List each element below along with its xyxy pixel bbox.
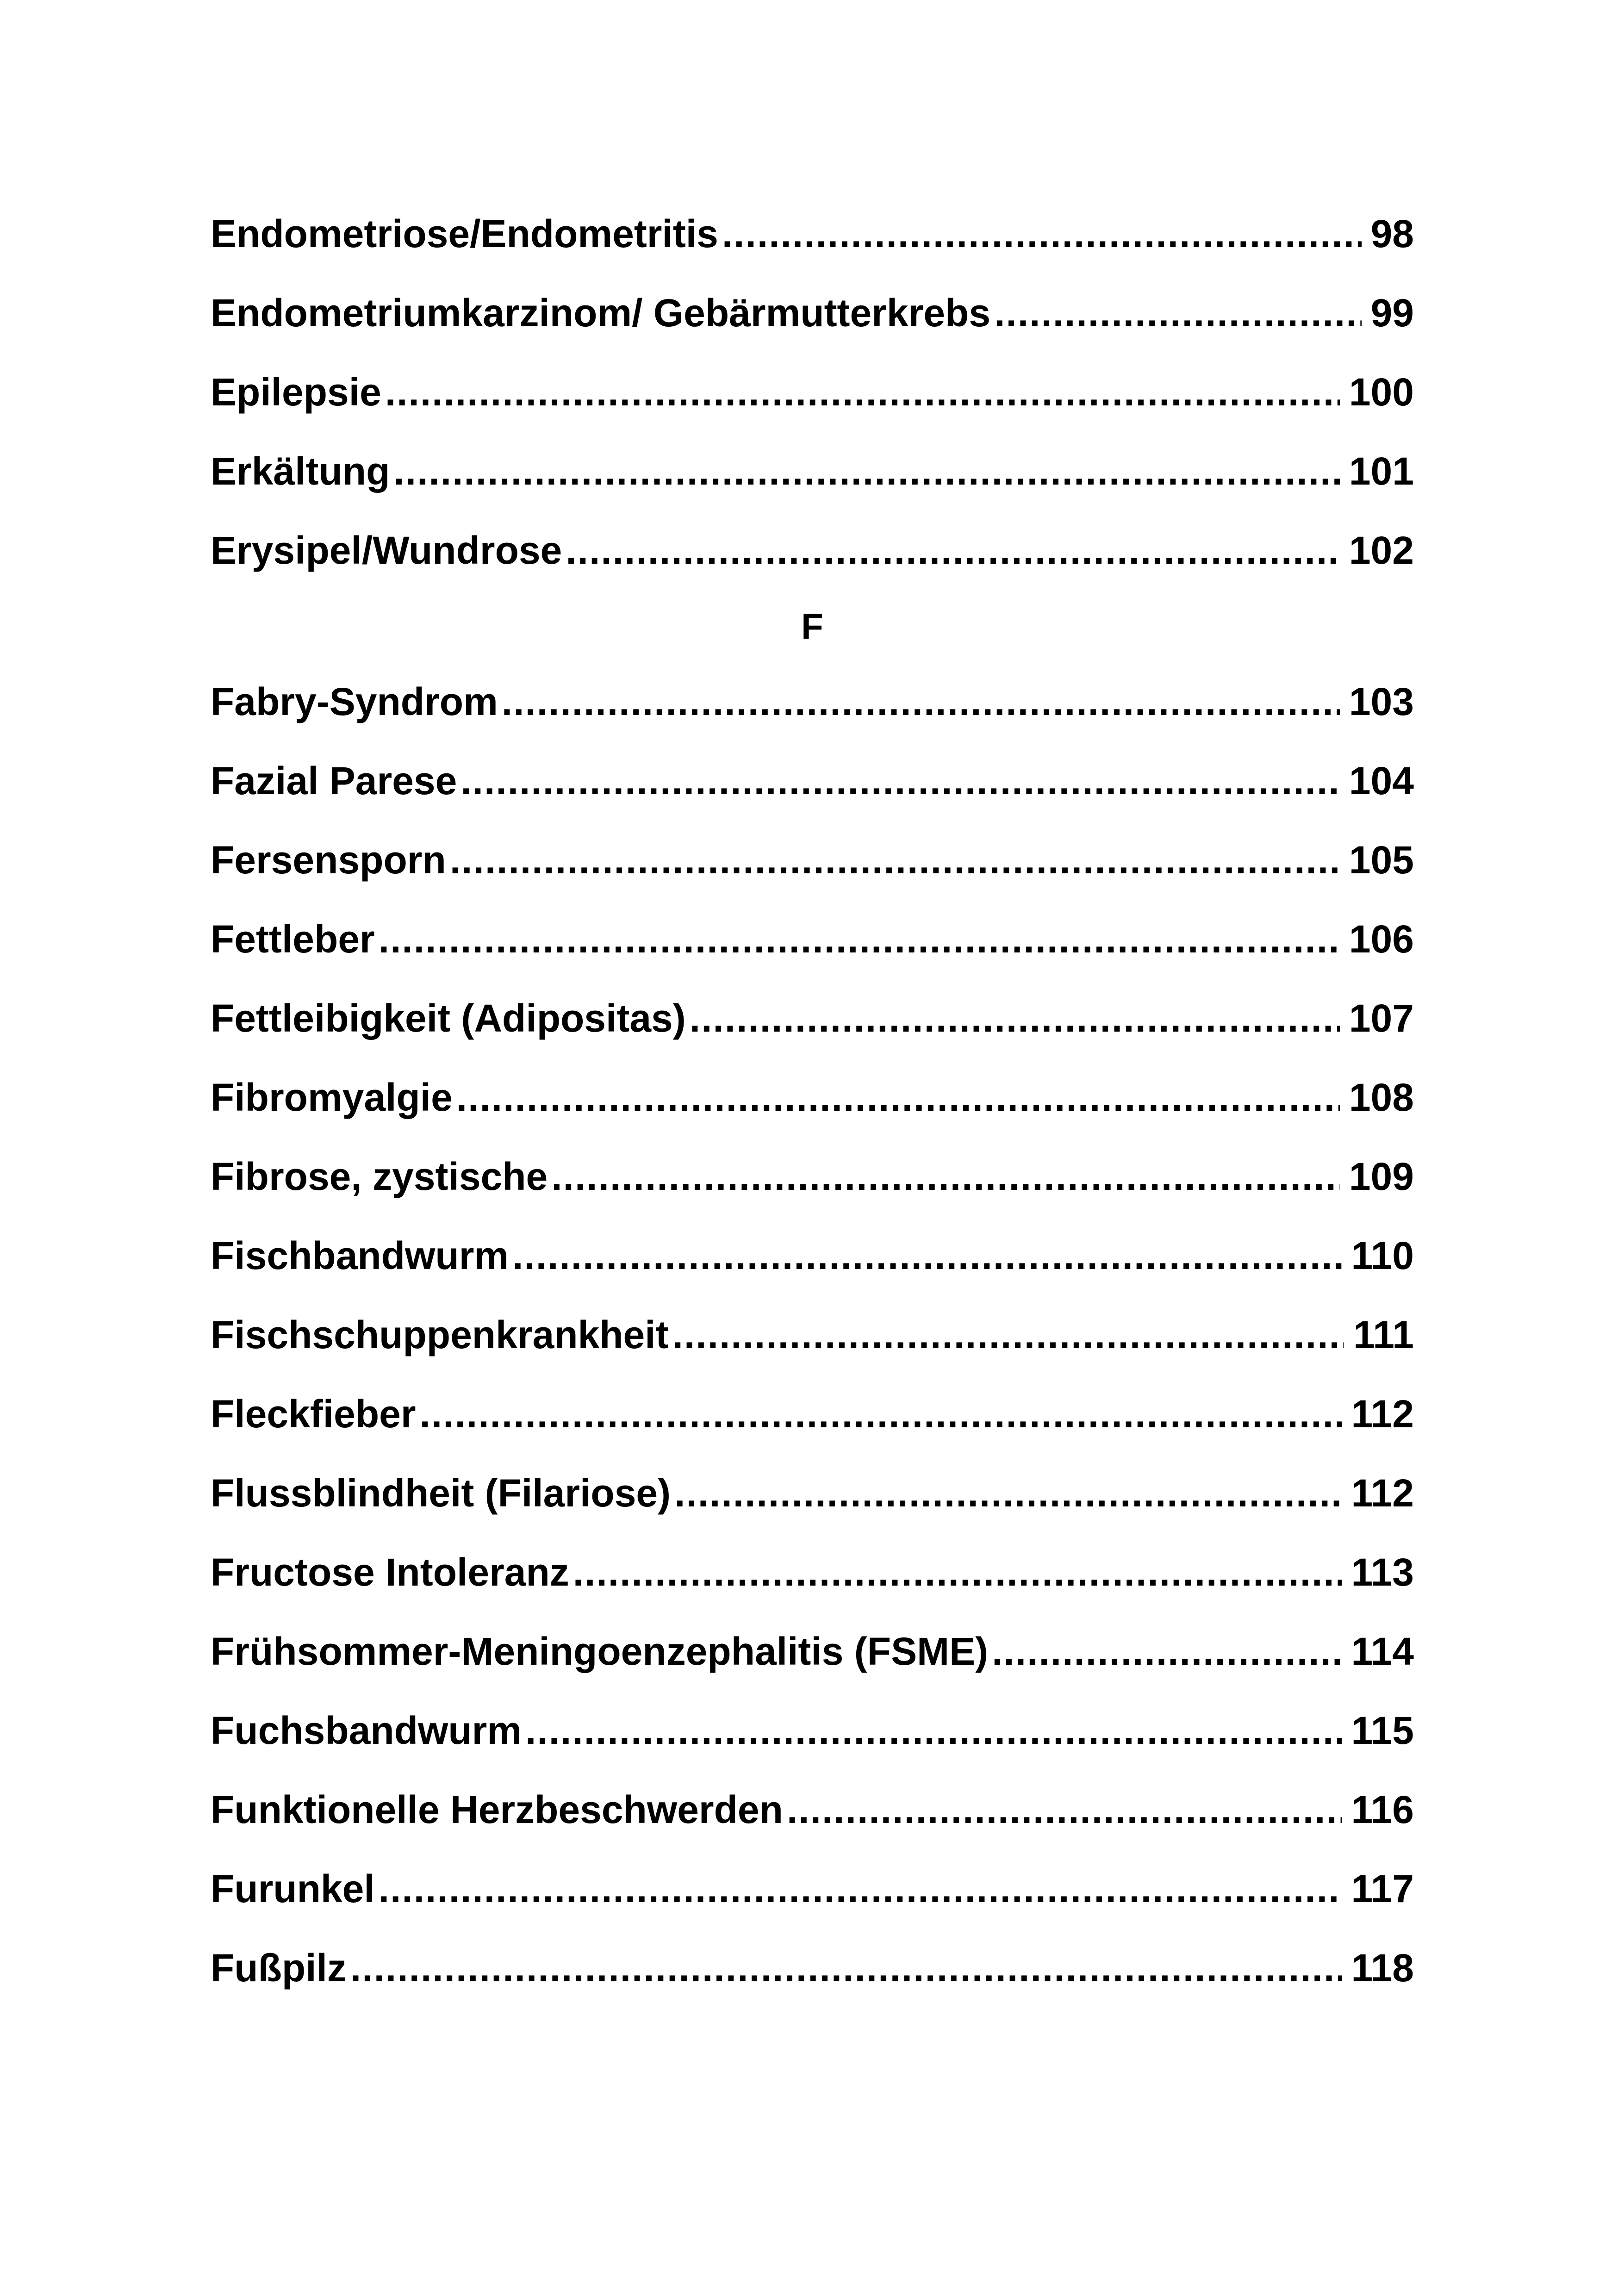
toc-entry-page: 99: [1370, 291, 1414, 335]
toc-entry-page: 109: [1349, 1155, 1414, 1198]
toc-entry-page: 102: [1349, 529, 1414, 572]
dot-leader: [502, 662, 1340, 741]
toc-entry-page: 103: [1349, 680, 1414, 723]
toc-entry-title: Furunkel: [211, 1867, 375, 1910]
toc-entry-page: 107: [1349, 996, 1414, 1040]
toc-entry-title: Epilepsie: [211, 370, 381, 414]
dot-leader: [992, 1612, 1342, 1691]
toc-entry-fsme[interactable]: [211, 1612, 1414, 1691]
toc-entry-endometriumkarzinom[interactable]: [211, 274, 1414, 353]
toc-entry-title: Fibrose, zystische: [211, 1155, 548, 1198]
toc-entry-fettleibigkeit[interactable]: [211, 979, 1414, 1058]
dot-leader: [525, 1691, 1342, 1770]
dot-leader: [994, 274, 1361, 353]
toc-entry-title: Endometriose/Endometritis: [211, 212, 718, 255]
toc-entry-title: Fazial Parese: [211, 759, 457, 803]
dot-leader: [512, 1216, 1342, 1295]
toc-entry-title: Fructose Intoleranz: [211, 1550, 569, 1594]
dot-leader: [573, 1533, 1342, 1612]
toc-entry-title: Frühsommer-Meningoenzephalitis (FSME): [211, 1630, 989, 1673]
toc-entry-page: 113: [1351, 1550, 1414, 1594]
toc-entry-title: Fettleibigkeit (Adipositas): [211, 996, 686, 1040]
toc-entry-title: Endometriumkarzinom/ Gebärmutterkrebs: [211, 291, 991, 335]
dot-leader: [551, 1137, 1340, 1216]
toc-entry-title: Erkältung: [211, 449, 390, 493]
toc-entry-fazial-parese[interactable]: [211, 741, 1414, 821]
toc-entry-fructose-intoleranz[interactable]: [211, 1533, 1414, 1612]
toc-entry-page: 110: [1351, 1234, 1414, 1277]
toc-entry-page: 104: [1349, 759, 1414, 803]
dot-leader: [690, 979, 1340, 1058]
dot-leader: [672, 1295, 1344, 1375]
toc-entry-title: Fischschuppenkrankheit: [211, 1313, 669, 1356]
toc-entry-erysipel[interactable]: [211, 511, 1414, 590]
toc-entry-flussblindheit[interactable]: [211, 1454, 1414, 1533]
dot-leader: [379, 1849, 1342, 1929]
toc-entry-title: Erysipel/Wundrose: [211, 529, 562, 572]
dot-leader: [674, 1454, 1342, 1533]
toc-entry-page: 100: [1349, 370, 1414, 414]
toc-entry-page: 114: [1351, 1630, 1414, 1673]
toc-entry-page: 116: [1351, 1788, 1414, 1831]
toc-entry-fuchsbandwurm[interactable]: [211, 1691, 1414, 1770]
section-heading-letter: F: [801, 606, 823, 647]
dot-leader: [379, 900, 1340, 979]
toc-entry-title: Fabry-Syndrom: [211, 680, 498, 723]
toc-entry-title: Fußpilz: [211, 1946, 347, 1990]
toc-entry-fibrose-zystische[interactable]: [211, 1137, 1414, 1216]
toc-entry-title: Flussblindheit (Filariose): [211, 1471, 671, 1515]
toc-entry-page: 112: [1351, 1471, 1414, 1515]
toc-entry-title: Fuchsbandwurm: [211, 1709, 522, 1752]
dot-leader: [420, 1375, 1342, 1454]
toc-entry-page: 98: [1370, 212, 1414, 255]
toc-entry-furunkel[interactable]: [211, 1849, 1414, 1929]
toc-entry-erkaeltung[interactable]: [211, 432, 1414, 511]
toc-entry-page: 112: [1351, 1392, 1414, 1436]
toc-entry-title: Fersensporn: [211, 838, 446, 882]
dot-leader: [350, 1929, 1342, 2008]
dot-leader: [450, 821, 1340, 900]
toc-entry-page: 105: [1349, 838, 1414, 882]
toc-entry-fibromyalgie[interactable]: [211, 1058, 1414, 1137]
toc-entry-funktionelle-herzbeschwerden[interactable]: [211, 1770, 1414, 1849]
toc-entry-fettleber[interactable]: [211, 900, 1414, 979]
dot-leader: [456, 1058, 1340, 1137]
toc-entry-page: 118: [1351, 1946, 1414, 1990]
toc-entry-endometriose[interactable]: [211, 194, 1414, 274]
dot-leader: [393, 432, 1339, 511]
dot-leader: [787, 1770, 1342, 1849]
toc-entry-epilepsie[interactable]: [211, 353, 1414, 432]
toc-entry-fischschuppenkrankheit[interactable]: [211, 1295, 1414, 1375]
toc-entry-title: Fleckfieber: [211, 1392, 416, 1436]
toc-entry-page: 117: [1351, 1867, 1414, 1910]
dot-leader: [722, 194, 1362, 274]
toc-entry-title: Fettleber: [211, 917, 375, 961]
toc-entry-page: 108: [1349, 1076, 1414, 1119]
dot-leader: [385, 353, 1340, 432]
toc-entry-page: 101: [1349, 449, 1414, 493]
toc-entry-page: 106: [1349, 917, 1414, 961]
toc-entry-page: 111: [1353, 1313, 1414, 1356]
toc-entry-fabry-syndrom[interactable]: [211, 662, 1414, 741]
dot-leader: [566, 511, 1340, 590]
toc-entry-title: Fibromyalgie: [211, 1076, 453, 1119]
toc-entry-fischbandwurm[interactable]: [211, 1216, 1414, 1295]
table-of-contents: [211, 194, 1414, 2008]
toc-entry-title: Fischbandwurm: [211, 1234, 509, 1277]
toc-entry-page: 115: [1351, 1709, 1414, 1752]
toc-entry-fersensporn[interactable]: [211, 821, 1414, 900]
dot-leader: [461, 741, 1340, 821]
toc-entry-fusspilz[interactable]: [211, 1929, 1414, 2008]
toc-entry-title: Funktionelle Herzbeschwerden: [211, 1788, 783, 1831]
toc-entry-fleckfieber[interactable]: [211, 1375, 1414, 1454]
